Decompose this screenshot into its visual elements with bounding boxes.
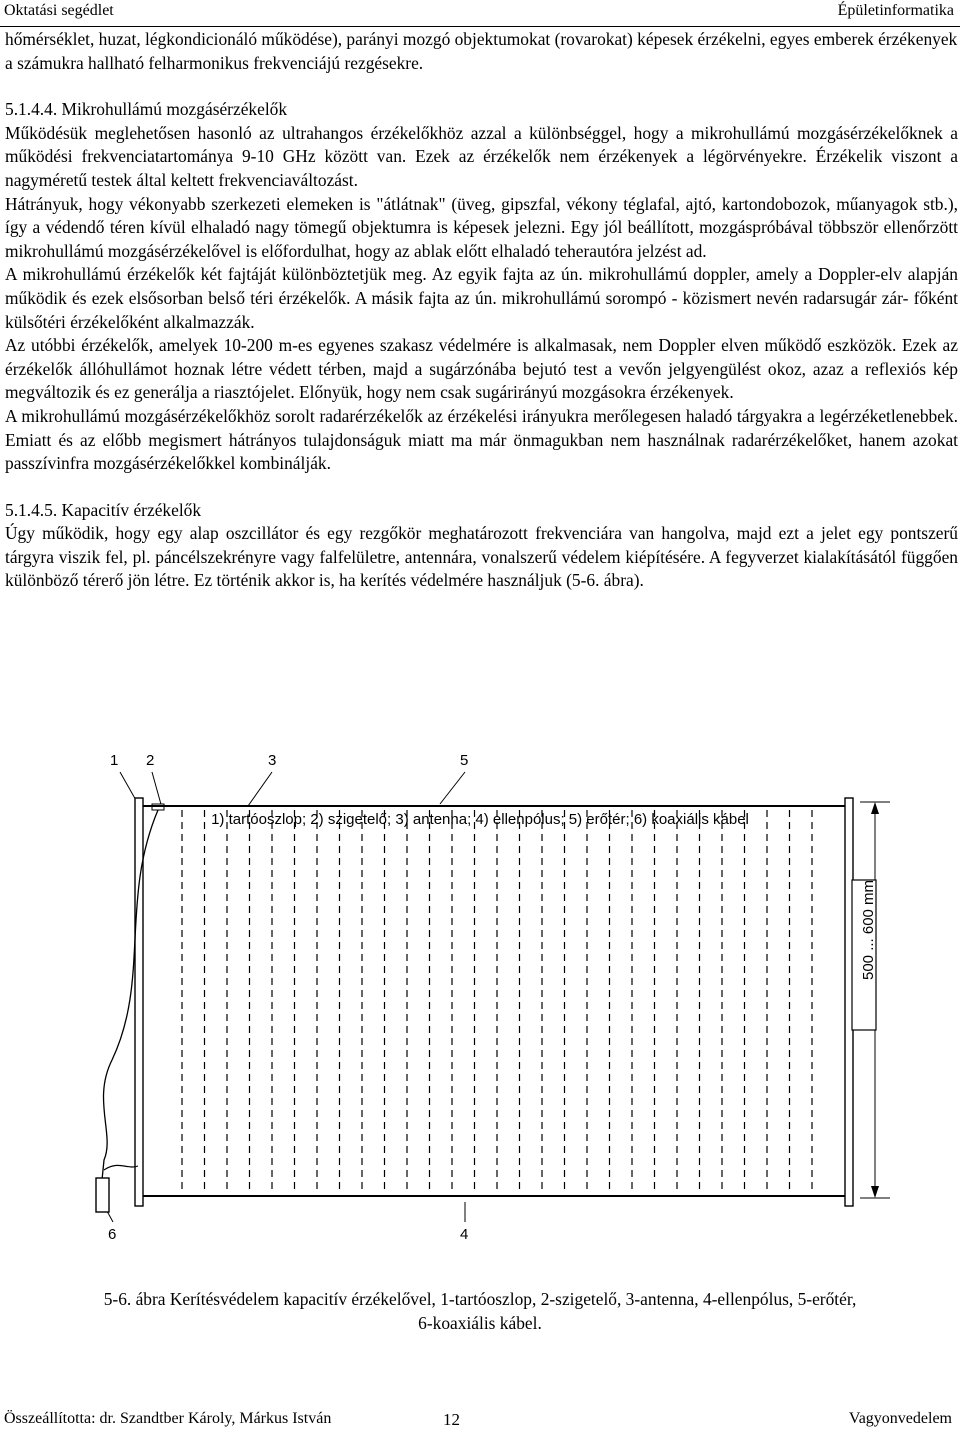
label-3: 3 bbox=[268, 752, 277, 769]
label-5: 5 bbox=[460, 752, 469, 769]
leader-line-5 bbox=[440, 772, 465, 804]
leader-line-3 bbox=[248, 772, 272, 806]
section-heading-microwave: 5.1.4.4. Mikrohullámú mozgásérzékelők bbox=[5, 99, 288, 120]
leader-line-2 bbox=[152, 772, 162, 808]
support-post-left bbox=[135, 798, 143, 1206]
figure-caption bbox=[0, 1287, 960, 1335]
paragraph: Az utóbbi érzékelők, amelyek 10-200 m-es egyenes szakasz védelmére is alkalmasak, nem Doppler elven működő eszközök. Ezek az érzékelők állóhullámot hoznak létre védett térben, majd a sugárzónába bejutó test a vevőn jelgyengülést okoz, azaz a reflexiós kép megváltozik és ez generálja a riasztójelet. Előnyük, hogy nem csak sugárirányú mozgásokra érzékenyek. bbox=[5, 335, 958, 403]
paragraph: A mikrohullámú mozgásérzékelőkhöz sorolt radarérzékelők az érzékelési irányukra merőlegesen haladó tárgyakra a legérzéketlenebbek. Emiatt és az előbb megismert hátrányos tulajdonságuk miatt ma már önmagukban nem használnak radarérzékelőket, hanem azokat passzívinfra mozgásérzékelőkkel kombinálják. bbox=[5, 405, 958, 474]
dimension-arrow-bottom bbox=[871, 1186, 879, 1198]
coaxial-cable bbox=[102, 810, 158, 1180]
page-footer bbox=[0, 1409, 960, 1433]
paragraph: Működésük meglehetősen hasonló az ultrahangos érzékelőkhöz azzal a különbséggel, hogy a mikrohullámú mozgásérzékelőknek a működési frekvenciatartománya 9-10 GHz között van. Ezek az érzékelők nem érzékenyek a légörvényekre. Érzékelik viszont a nagyméretű testek által keltett frekvenciaváltozást. bbox=[5, 122, 958, 190]
intro-paragraph: hőmérséklet, huzat, légkondicionáló működése), parányi mozgó objektumokat (rovarokat) képesek érzékelni, egyes emberek érzékenyek a számukra hallható felharmonikus frekvenciájú rezgésekre. bbox=[5, 29, 958, 73]
figure-legend: 1) tartóoszlop; 2) szigetelő; 3) antenna; 4) ellenpólus; 5) erőtér; 6) koaxiális kábel bbox=[211, 811, 749, 828]
header-left-title: Oktatási segédlet bbox=[4, 2, 114, 19]
page-header bbox=[0, 0, 960, 27]
cable-connector bbox=[96, 1178, 109, 1212]
caption-line-2: 6-koaxiális kábel. bbox=[418, 1313, 542, 1333]
paragraph: Hátrányuk, hogy vékonyabb szerkezeti elemeken is "átlátnak" (üveg, gipszfal, vékony téglafal, ajtó, kartondobozok, műanyagok stb.), így a védendő téren kívül elhaladó nagy tömegű objektumra is képesek jelezni. Egy jól beállított, mozgáspróbával többször ellenőrzött mikrohullámú mozgásérzékelővel is előfordulhat, hogy az ablak előtt elhaladó teherautóra jelzést ad. bbox=[5, 193, 958, 261]
footer-right-title: Vagyonvedelem bbox=[848, 1410, 952, 1427]
dimension-label: 500 ... 600 mm bbox=[860, 879, 877, 980]
label-2: 2 bbox=[146, 752, 155, 769]
footer-authors: Összeállította: dr. Szandtber Károly, Márkus István bbox=[4, 1410, 332, 1427]
label-6: 6 bbox=[108, 1226, 117, 1243]
paragraph: A mikrohullámú érzékelők két fajtáját különböztetjük meg. Az egyik fajta az ún. mikrohullámú doppler, amely a Doppler-elv alapján működik és ezek elsősorban belső téri érzékelők. A másik fajta az ún. mikrohullámú sorompó - közismert nevén radarsugár zár- főként külsőtéri érzékelőként alkalmazzák. bbox=[5, 264, 958, 332]
label-1: 1 bbox=[110, 752, 119, 769]
section-heading-capacitive: 5.1.4.5. Kapacitív érzékelők bbox=[5, 499, 202, 520]
cable-branch bbox=[104, 1165, 138, 1170]
paragraph: Úgy működik, hogy egy alap oszcillátor és egy rezgőkör meghatározott frekvenciára van hangolva, majd ezt a jelet egy pontszerű tárgyra viszik fel, pl. páncélszekrényre vagy falfelületre, antennára, vonalszerű védelem kiépítésére. A fegyverzet kialakításától függően különböző térerő jön létre. Ez történik akkor is, ha kerítés védelmére használjuk (5-6. ábra). bbox=[5, 523, 958, 591]
page-number: 12 bbox=[443, 1410, 460, 1429]
document-body bbox=[5, 28, 958, 593]
caption-line-1: 5-6. ábra Kerítésvédelem kapacitív érzékelővel, 1-tartóoszlop, 2-szigetelő, 3-antenna, 4-ellenpólus, 5-erőtér, bbox=[103, 1289, 857, 1309]
label-4: 4 bbox=[460, 1226, 469, 1243]
header-right-title: Épületinformatika bbox=[837, 2, 954, 19]
